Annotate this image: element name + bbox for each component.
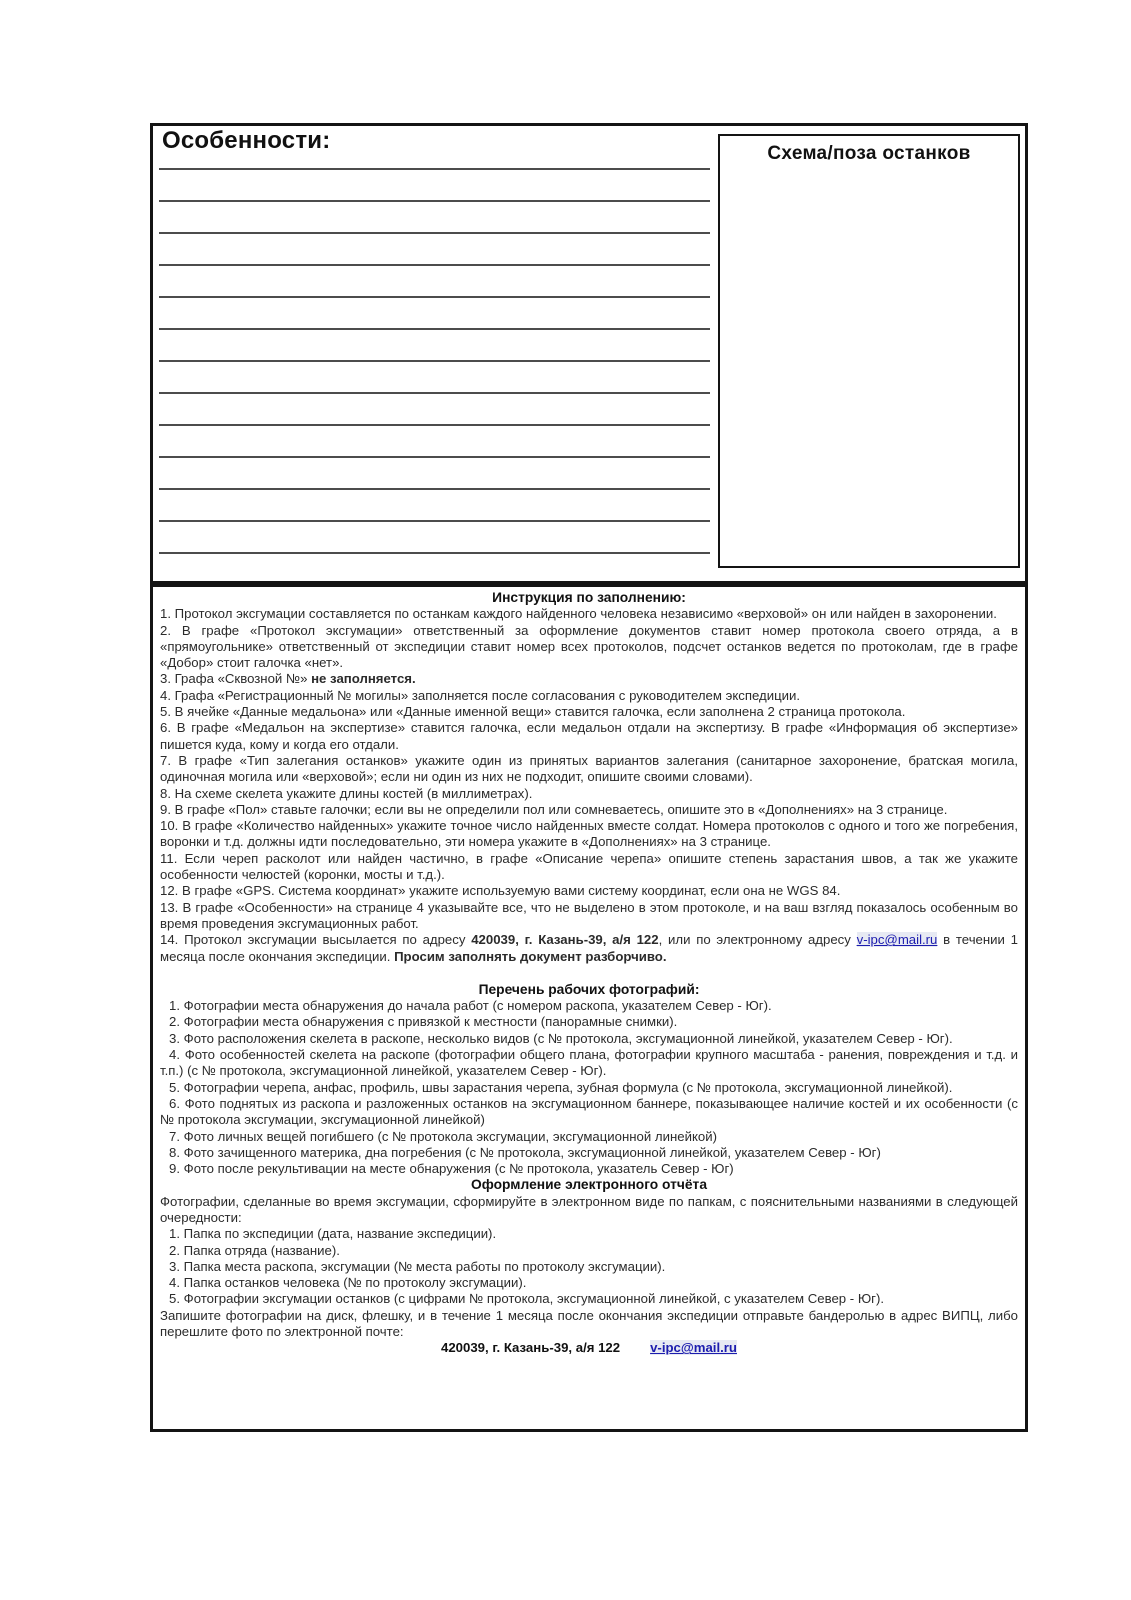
text-run: , или по электронному адресу (658, 932, 857, 948)
text-run: 3. Графа «Сквозной №» (160, 671, 312, 687)
instruction-item (160, 932, 1018, 965)
bold-text: 420039, г. Казань-39, а/я 122 (471, 932, 659, 948)
blank-write-line (159, 522, 710, 554)
report-outro: Запишите фотографии на диск, флешку, и в течение 1 месяца после окончания экспедиции отправьте бандеролью в адрес ВИПЦ, либо перешлите фото по электронной почте: (160, 1307, 1018, 1340)
photo-list-item (160, 1145, 1018, 1161)
blank-write-line (159, 266, 710, 298)
instructions-list (160, 606, 1018, 965)
blank-write-line (159, 298, 710, 330)
blank-write-line (159, 170, 710, 202)
text-run: 12. В графе «GPS. Система координат» укажите используемую вами систему координат, если она не WGS 84. (160, 883, 841, 899)
blank-write-line (159, 394, 710, 426)
photo-list-item (160, 1129, 1018, 1145)
report-folder-item (160, 1275, 1018, 1291)
instruction-item (160, 606, 1018, 622)
text-run: 7. Фото личных вещей погибшего (с № протокола эксгумации, эксгумационной линейкой) (169, 1128, 717, 1144)
schema-box-title: Схема/поза останков (767, 143, 971, 164)
instruction-item (160, 671, 1018, 687)
instruction-item (160, 900, 1018, 933)
instruction-item (160, 688, 1018, 704)
bold-text: Просим заполнять документ разборчиво. (394, 948, 667, 964)
report-heading: Оформление электронного отчёта (470, 1177, 707, 1193)
text-run: 13. В графе «Особенности» на странице 4 указывайте все, что не выделено в этом протоколе, и на ваш взгляд показалось особенным во время проведения эксгумационных работ. (160, 899, 1018, 931)
text-run: 1. Папка по экспедиции (дата, название экспедиции). (169, 1226, 497, 1242)
blank-write-line (159, 426, 710, 458)
blank-write-line (159, 554, 710, 586)
email-link[interactable]: v-ipc@mail.ru (856, 932, 938, 948)
text-run: 2. В графе «Протокол эксгумации» ответственный за оформление документов ставит номер протокола своего отряда, а в «прямоугольнике» ответственный от экспедиции ставит номер всех протоколов, подсчет останков ведется по протоколам, где в графе «Добор» стоит галочка «нет». (160, 622, 1018, 671)
text-run: 11. Если череп расколот или найден частично, в графе «Описание черепа» опишите степень зарастания швов, а так же укажите особенности челюстей (коронки, мосты и т.д.). (160, 850, 1018, 883)
instruction-item (160, 851, 1018, 884)
photo-list-item (160, 1161, 1018, 1177)
blank-write-line (159, 138, 710, 170)
text-run: 4. Графа «Регистрационный № могилы» заполняется после согласования с руководителем экспедиции. (160, 687, 801, 703)
features-title: Особенности: (162, 127, 331, 154)
photo-list-item (160, 998, 1018, 1014)
instruction-item (160, 623, 1018, 672)
text-run: 10. В графе «Количество найденных» укажите точное число найденных вместе солдат. Номера протоколов с одного и того же погребения, воронки и т.д. должны идти последовательно, эти номера укажите в «Дополнениях» на 3 странице. (160, 818, 1018, 850)
text-run: 4. Папка останков человека (№ по протоколу эксгумации). (169, 1275, 527, 1291)
features-write-area (159, 138, 710, 586)
text-run: в течении 1 месяца после окончания экспедиции. (160, 932, 1018, 964)
mailing-address-line (160, 1340, 1018, 1356)
photo-list-item (160, 1031, 1018, 1047)
instructions-section (150, 584, 1028, 1432)
postal-address: 420039, г. Казань-39, а/я 122 (441, 1340, 621, 1356)
text-run: 8. Фото зачищенного материка, дна погребения (с № протокола, эксгумационной линейкой, указателем Север - Юг) (169, 1144, 881, 1160)
blank-write-line (159, 490, 710, 522)
email-link[interactable]: v-ipc@mail.ru (650, 1340, 737, 1356)
report-folder-list (160, 1226, 1018, 1307)
blank-write-line (159, 458, 710, 490)
text-run: 5. Фотографии черепа, анфас, профиль, швы зарастания черепа, зубная формула (с № протокола, эксгумационной линейкой). (169, 1079, 953, 1095)
text-run: 5. В ячейке «Данные медальона» или «Данные именной вещи» ставится галочка, если заполнена 2 страница протокола. (160, 704, 906, 720)
text-run: 5. Фотографии эксгумации останков (с цифрами № протокола, эксгумационной линейкой, с указателем Север - Юг). (169, 1291, 885, 1307)
photo-list-item (160, 1096, 1018, 1129)
blank-write-line (159, 202, 710, 234)
photo-list (160, 998, 1018, 1177)
features-section (150, 123, 1028, 584)
instruction-item (160, 720, 1018, 753)
text-run: 6. В графе «Медальон на экспертизе» ставится галочка, если медальон отдали на экспертизу. В графе «Информация об экспертизе» пишется куда, кому и когда его отдали. (160, 720, 1018, 752)
text-run: 7. В графе «Тип залегания останков» укажите один из принятых вариантов залегания (санитарное захоронение, братская могила, одиночная могила или «верховой»; если ни один из них не подходит, опишите своими словами). (160, 752, 1018, 785)
blank-write-line (159, 362, 710, 394)
instructions-heading: Инструкция по заполнению: (492, 590, 686, 605)
text-run: 14. Протокол эксгумации высылается по адресу (160, 932, 472, 948)
photo-list-heading: Перечень рабочих фотографий: (478, 981, 700, 997)
text-run: 8. На схеме скелета укажите длины костей (в миллиметрах). (160, 785, 533, 801)
text-run: 4. Фото особенностей скелета на раскопе (фотографии общего плана, фотографии крупного масштаба - ранения, повреждения и т.д. и т.п.) (с № протокола, эксгумационной линейкой, указателем Север - Юг). (160, 1047, 1018, 1079)
report-intro: Фотографии, сделанные во время эксгумации, сформируйте в электронном виде по папкам, с пояснительными названиями в следующей очередности: (160, 1193, 1018, 1225)
report-folder-item (160, 1243, 1018, 1259)
photo-list-item (160, 1014, 1018, 1030)
text-run: 9. В графе «Пол» ставьте галочки; если вы не определили пол или сомневаетесь, опишите это в «Дополнениях» на 3 странице. (160, 801, 948, 817)
text-run: 6. Фото поднятых из раскопа и разложенных останков на эксгумационном баннере, показывающее наличие костей и их особенности (с № протокола эксгумации, эксгумационной линейкой) (160, 1095, 1018, 1128)
report-folder-item (160, 1291, 1018, 1307)
bold-text: не заполняется. (311, 671, 416, 687)
text-run: 2. Папка отряда (название). (169, 1242, 340, 1258)
photo-list-item (160, 1047, 1018, 1080)
text-run: 1. Протокол эксгумации составляется по останкам каждого найденного человека независимо «верховой» он или найден в захоронении. (160, 606, 997, 622)
instruction-item (160, 753, 1018, 786)
blank-write-line (159, 330, 710, 362)
text-run: 9. Фото после рекультивации на месте обнаружения (с № протокола, указатель Север - Юг) (169, 1161, 734, 1177)
instruction-item (160, 883, 1018, 899)
blank-write-line (159, 234, 710, 266)
text-run: 3. Фото расположения скелета в раскопе, несколько видов (с № протокола, эксгумационной линейкой, указателем Север - Юг). (169, 1030, 953, 1046)
instruction-item (160, 802, 1018, 818)
instruction-item (160, 786, 1018, 802)
report-folder-item (160, 1259, 1018, 1275)
instruction-item (160, 704, 1018, 720)
text-run: 1. Фотографии места обнаружения до начала работ (с номером раскопа, указателем Север - Юг). (169, 998, 772, 1014)
instruction-item (160, 818, 1018, 851)
report-folder-item (160, 1226, 1018, 1242)
remains-pose-schema-box (718, 134, 1020, 568)
photo-list-item (160, 1080, 1018, 1096)
text-run: 3. Папка места раскопа, эксгумации (№ места работы по протоколу эксгумации). (169, 1258, 666, 1274)
text-run: 2. Фотографии места обнаружения с привязкой к местности (панорамные снимки). (169, 1014, 678, 1030)
